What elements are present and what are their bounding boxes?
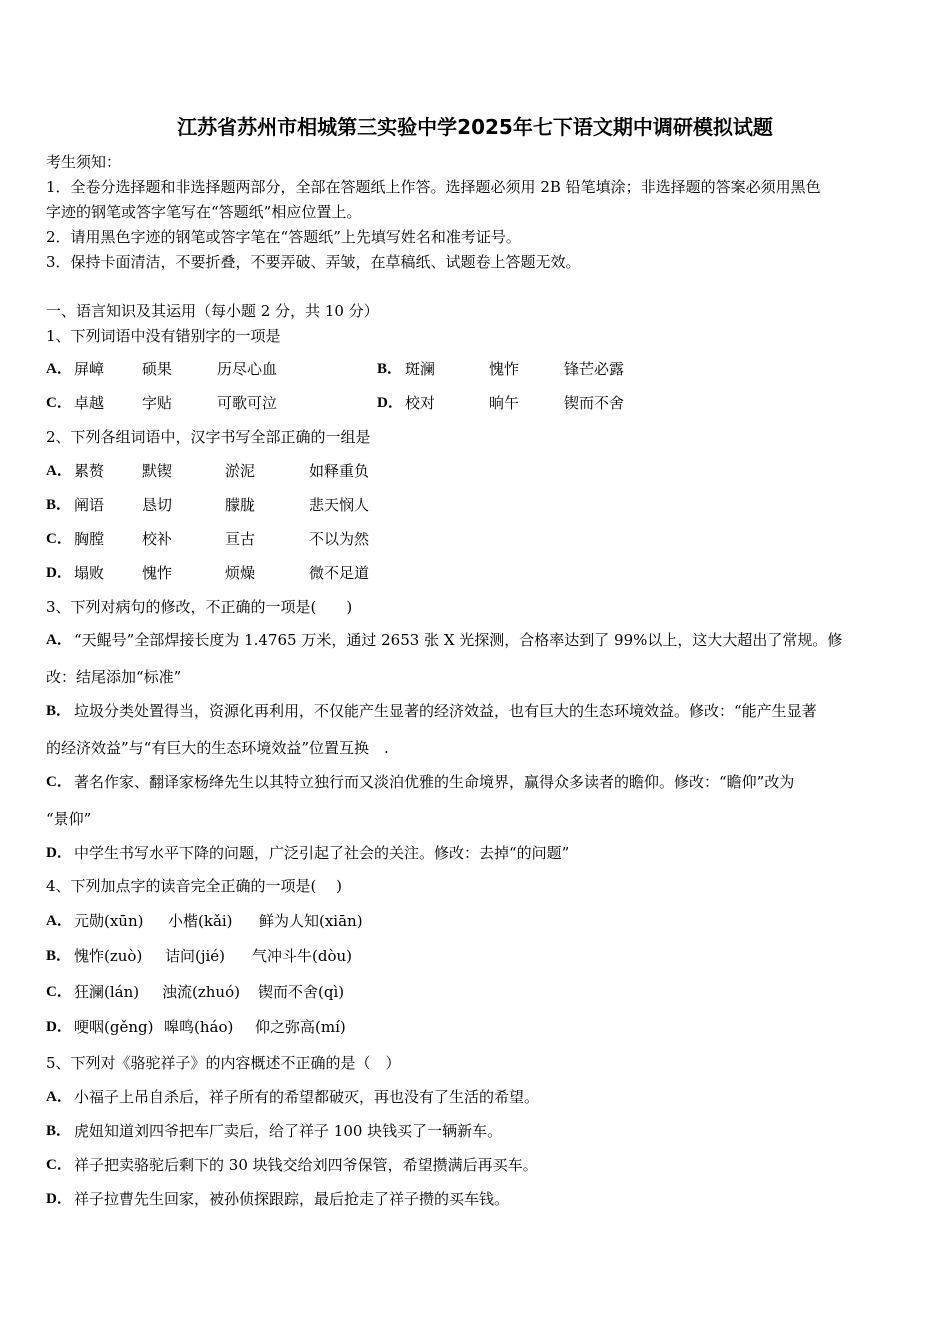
option-text: 著名作家、翻译家杨绛先生以其特立独行而又淡泊优雅的生命境界，赢得众多读者的瞻仰。修改：“瞻仰”改为 [74,773,795,791]
option-word: 烦燥 [225,564,256,582]
option-text: 中学生书写水平下降的问题，广泛引起了社会的关注。修改：去掉“的问题” [74,844,570,862]
option-letter: D． [46,1191,72,1207]
option-word: 诘问(jié) [165,947,226,965]
option-letter: A． [46,463,72,479]
option-letter: D． [46,845,72,861]
question-1-stem: 1、下列词语中没有错别字的一项是 [46,327,281,345]
option-word: 微不足道 [309,564,370,582]
option-word: 淤泥 [225,462,256,480]
question-2-option-b [46,494,906,516]
question-4-option-a [46,910,906,932]
option-text: 虎妞知道刘四爷把车厂卖后，给了祥子 100 块钱买了一辆新车。 [74,1122,503,1140]
option-word: 硕果 [142,360,173,378]
option-word: 胸膛 [74,530,105,548]
option-text: 祥子拉曹先生回家，被孙侦探跟踪，最后抢走了祥子攒的买车钱。 [74,1190,510,1208]
option-word: 愧怍 [142,564,173,582]
option-text: “天鲲号”全部焊接长度为 1.4765 万米，通过 2653 张 X 光探测，合格率达到了 99%以上，这大大超出了常规。修 [74,631,843,649]
notice-item-1-line-2: 字迹的钢笔或答字笔写在“答题纸”相应位置上。 [46,203,362,221]
question-5-stem: 5、下列对《骆驼祥子》的内容概述不正确的是（ ） [46,1054,401,1072]
question-3-option-b-line-1 [46,700,906,722]
question-3-stem: 3、下列对病句的修改，不正确的一项是( ) [46,598,353,616]
question-4-option-d [46,1016,906,1038]
notice-heading: 考生须知： [46,153,122,171]
option-letter: D． [46,565,72,581]
option-word: 斑澜 [405,360,436,378]
option-text: 祥子把卖骆驼后剩下的 30 块钱交给刘四爷保管，希望攒满后再买车。 [74,1156,538,1174]
question-3-option-d [46,842,906,864]
option-word: 锲而不舍(qì) [258,983,345,1001]
option-word: 气冲斗牛(dòu) [252,947,352,965]
option-word: 阐语 [74,496,105,514]
question-4-stem: 4、下列加点字的读音完全正确的一项是( ) [46,877,343,895]
option-word: 锲而不舍 [564,394,625,412]
notice-item-2: 2．请用黑色字迹的钢笔或答字笔在“答题纸”上先填写姓名和准考证号。 [46,228,521,246]
option-word: 晌午 [489,394,520,412]
option-word: 校对 [405,394,436,412]
option-letter: C． [46,984,72,1000]
option-word: 狂澜(lán) [74,983,140,1001]
option-word: 可歌可泣 [217,394,278,412]
question-4-option-c [46,981,906,1003]
option-letter: C． [46,531,72,547]
option-word: 愧怍(zuò) [74,947,143,965]
question-4-option-b [46,945,906,967]
option-letter: B． [46,948,72,964]
question-2-stem: 2、下列各组词语中，汉字书写全部正确的一组是 [46,428,371,446]
question-3-option-b-line-2: 的经济效益”与“有巨大的生态环境效益”位置互换 . [46,739,389,757]
option-letter: D． [377,395,403,411]
question-3-option-a-line-1 [46,629,906,651]
question-5-option-a [46,1086,906,1108]
question-1-options-row-2 [46,392,906,414]
option-word: 嗥鸣(háo) [164,1018,234,1036]
option-letter: B． [46,1123,72,1139]
option-word: 字贴 [142,394,173,412]
question-1-options-row-1 [46,358,906,380]
page-title: 江苏省苏州市相城第三实验中学2025年七下语文期中调研模拟试题 [177,115,773,139]
option-word: 锋芒必露 [564,360,625,378]
option-letter: A． [46,361,72,377]
option-word: 鲜为人知(xiān) [259,912,363,930]
question-5-option-b [46,1120,906,1142]
option-letter: C． [46,395,72,411]
option-word: 仰之弥高(mí) [255,1018,346,1036]
option-word: 累赘 [74,462,105,480]
option-word: 如释重负 [309,462,370,480]
question-2-option-d [46,562,906,584]
section-heading: 一、语言知识及其运用（每小题 2 分，共 10 分） [46,302,379,320]
question-3-option-c-line-2: “景仰” [46,810,92,828]
question-2-option-a [46,460,906,482]
option-letter: A． [46,632,72,648]
option-word: 默锲 [142,462,173,480]
question-5-option-c [46,1154,906,1176]
option-letter: C． [46,774,72,790]
option-letter: C． [46,1157,72,1173]
option-word: 卓越 [74,394,105,412]
question-3-option-c-line-1 [46,771,906,793]
option-word: 浊流(zhuó) [162,983,240,1001]
option-letter: A． [46,913,72,929]
option-letter: B． [46,497,72,513]
question-3-option-a-line-2: 改：结尾添加“标准” [46,668,182,686]
option-word: 屏嶂 [74,360,105,378]
question-5-option-d [46,1188,906,1210]
option-word: 元勋(xūn) [74,912,144,930]
option-word: 哽咽(gěng) [74,1018,154,1036]
option-word: 塌败 [74,564,105,582]
notice-item-3: 3．保持卡面清洁，不要折叠，不要弄破、弄皱，在草稿纸、试题卷上答题无效。 [46,253,581,271]
option-letter: D． [46,1019,72,1035]
option-word: 朦胧 [225,496,256,514]
question-2-option-c [46,528,906,550]
option-word: 愧怍 [489,360,520,378]
option-word: 亘古 [225,530,256,548]
notice-item-1-line-1: 1．全卷分选择题和非选择题两部分，全部在答题纸上作答。选择题必须用 2B 铅笔填涂；非选择题的答案必须用黑色 [46,178,821,196]
option-word: 悲天悯人 [309,496,370,514]
option-text: 垃圾分类处置得当，资源化再利用，不仅能产生显著的经济效益，也有巨大的生态环境效益。修改：“能产生显著 [74,702,817,720]
option-word: 历尽心血 [217,360,278,378]
option-word: 不以为然 [309,530,370,548]
option-letter: B． [46,703,72,719]
option-word: 校补 [142,530,173,548]
option-word: 恳切 [142,496,173,514]
option-word: 小楷(kǎi) [168,912,233,930]
option-letter: B． [377,361,403,377]
option-letter: A． [46,1089,72,1105]
option-text: 小福子上吊自杀后，祥子所有的希望都破灭，再也没有了生活的希望。 [74,1088,540,1106]
